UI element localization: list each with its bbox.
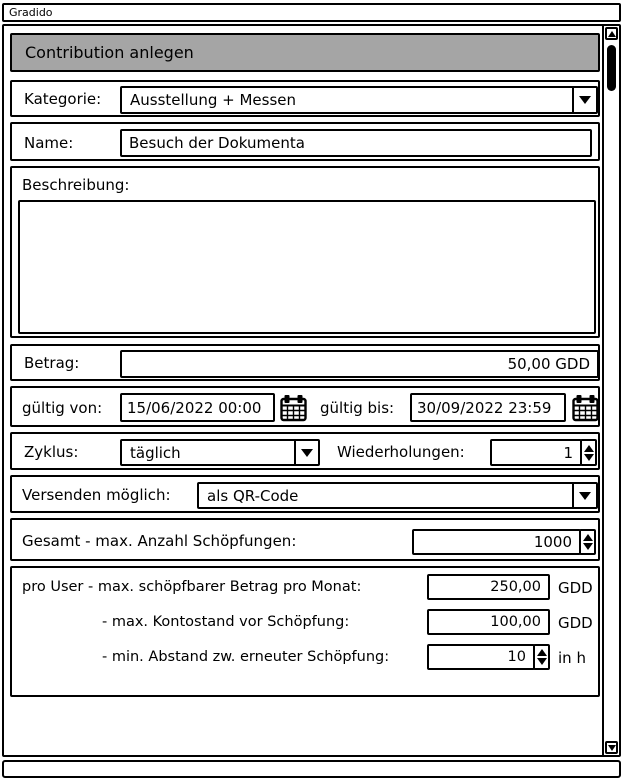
kategorie-dropdown-button[interactable] (572, 88, 596, 112)
min-abstand-value: 10 (427, 644, 535, 670)
versenden-selected-value: als QR-Code (207, 486, 299, 505)
vertical-scrollbar[interactable] (602, 26, 619, 755)
window-title: Gradido (9, 6, 53, 19)
chevron-down-icon (301, 449, 313, 457)
max-betrag-unit: GDD (558, 579, 593, 597)
chevron-down-icon (579, 96, 591, 104)
beschreibung-row (10, 166, 600, 338)
versenden-select[interactable] (197, 482, 598, 509)
kategorie-selected-value: Ausstellung + Messen (130, 91, 297, 109)
scroll-down-button[interactable] (605, 741, 618, 754)
zyklus-select[interactable] (120, 439, 320, 466)
name-row (10, 122, 600, 161)
beschreibung-textarea[interactable] (18, 200, 596, 334)
validity-row (10, 386, 600, 427)
versenden-dropdown-button[interactable] (572, 484, 596, 507)
max-betrag-label: pro User - max. schöpfbarer Betrag pro Monat: (22, 579, 362, 595)
page-title: Contribution anlegen (25, 43, 194, 62)
gueltig-von-input[interactable] (120, 393, 275, 422)
window-titlebar (2, 3, 621, 22)
gesamt-stepper[interactable] (412, 529, 596, 555)
max-betrag-input[interactable] (427, 574, 550, 600)
triangle-down-icon (584, 454, 594, 461)
gesamt-row (10, 518, 600, 561)
gesamt-label: Gesamt - max. Anzahl Schöpfungen: (22, 532, 297, 550)
scrollbar-thumb[interactable] (607, 45, 616, 91)
wiederholungen-spin-buttons[interactable] (580, 439, 597, 466)
max-kontostand-input[interactable] (427, 609, 550, 635)
calendar-icon[interactable] (280, 394, 307, 422)
wiederholungen-label: Wiederholungen: (337, 443, 465, 461)
min-abstand-label: - min. Abstand zw. erneuter Schöpfung: (102, 649, 390, 665)
min-abstand-stepper[interactable] (427, 644, 550, 670)
name-input[interactable] (120, 129, 592, 157)
triangle-up-icon (583, 534, 593, 541)
kategorie-select[interactable] (120, 86, 598, 114)
betrag-input[interactable] (120, 350, 599, 378)
gueltig-bis-label: gültig bis: (320, 399, 395, 417)
zyklus-dropdown-button[interactable] (294, 441, 318, 464)
betrag-row (10, 344, 600, 381)
min-abstand-unit: in h (558, 649, 586, 667)
chevron-down-icon (579, 492, 591, 500)
kategorie-row (10, 80, 600, 117)
triangle-up-icon (537, 649, 547, 656)
triangle-down-icon (537, 658, 547, 665)
form-header (10, 33, 600, 72)
max-kontostand-unit: GDD (558, 614, 593, 632)
window-footer-bar (2, 760, 621, 778)
gesamt-spin-buttons[interactable] (579, 529, 596, 555)
triangle-up-icon (608, 31, 616, 37)
zyklus-row (10, 432, 600, 470)
versenden-row (10, 475, 600, 513)
gueltig-bis-input[interactable] (410, 393, 566, 422)
wiederholungen-stepper[interactable] (490, 439, 597, 466)
triangle-down-icon (608, 745, 616, 751)
name-label: Name: (24, 134, 74, 152)
wiederholungen-value: 1 (490, 439, 582, 466)
max-kontostand-label: - max. Kontostand vor Schöpfung: (102, 614, 350, 630)
zyklus-label: Zyklus: (24, 443, 79, 461)
scroll-up-button[interactable] (605, 27, 618, 40)
pro-user-panel (10, 566, 600, 697)
kategorie-label: Kategorie: (24, 90, 102, 108)
versenden-label: Versenden möglich: (22, 486, 171, 504)
triangle-down-icon (583, 543, 593, 550)
betrag-label: Betrag: (24, 354, 80, 372)
calendar-icon[interactable] (572, 394, 599, 422)
min-abstand-spin-buttons[interactable] (533, 644, 550, 670)
gueltig-von-label: gültig von: (22, 399, 103, 417)
beschreibung-label: Beschreibung: (22, 176, 130, 194)
zyklus-selected-value: täglich (130, 443, 181, 462)
gesamt-value: 1000 (412, 529, 581, 555)
triangle-up-icon (584, 445, 594, 452)
